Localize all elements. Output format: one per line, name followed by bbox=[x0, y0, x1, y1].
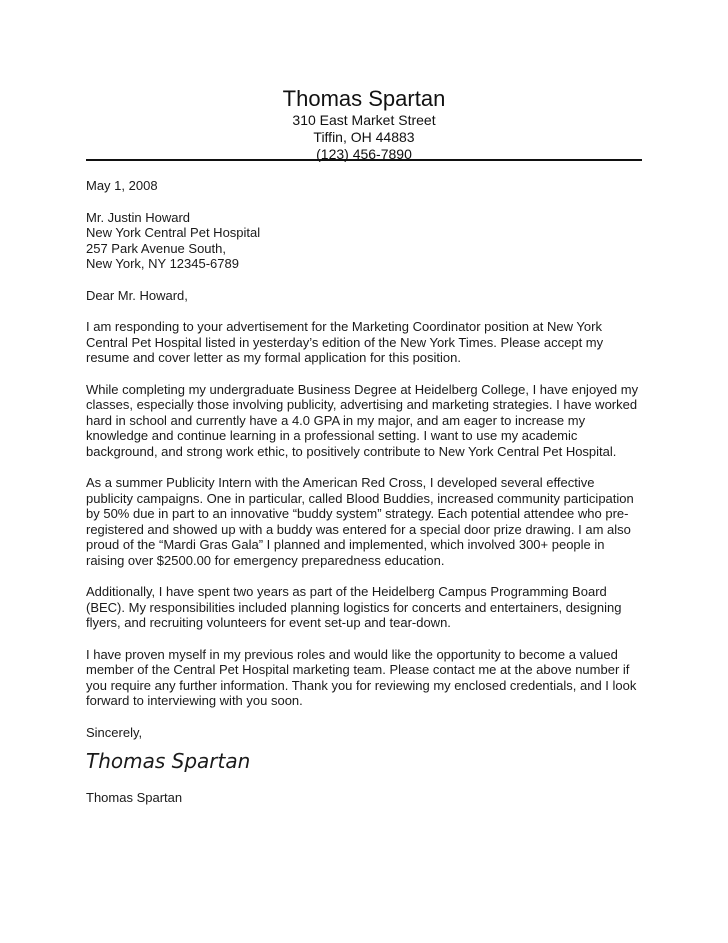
signature: Thomas Spartan bbox=[86, 749, 251, 773]
paragraph-line: As a summer Publicity Intern with the American Red Cross, I developed several effective bbox=[86, 475, 595, 490]
sender-city: Tiffin, OH 44883 bbox=[313, 129, 415, 145]
salutation: Dear Mr. Howard, bbox=[86, 287, 188, 303]
paragraph-line: (BEC). My responsibilities included planning logistics for concerts and entertainers, designing bbox=[86, 599, 622, 615]
paragraph-education bbox=[86, 382, 646, 460]
paragraph-line: I have proven myself in my previous roles and would like the opportunity to become a valued bbox=[86, 646, 618, 662]
paragraph-line: classes, especially those involving publicity, advertising and marketing strategies. I have worked bbox=[86, 397, 638, 412]
letterhead bbox=[0, 86, 728, 163]
paragraph-line: I am responding to your advertisement for the Marketing Coordinator position at New York bbox=[86, 319, 602, 334]
paragraph-line: forward to interviewing with you soon. bbox=[86, 693, 303, 708]
paragraph-activities bbox=[86, 584, 646, 631]
recipient-line: Mr. Justin Howard bbox=[86, 209, 191, 225]
paragraph-line: by 50% due in part to an innovative “buddy system” strategy. Each potential attendee who pre- bbox=[86, 506, 629, 521]
letter-date: May 1, 2008 bbox=[86, 178, 158, 193]
paragraph-line: registered and showed up with a buddy was entered for a special door prize drawing. I am also bbox=[86, 521, 631, 537]
sender-street: 310 East Market Street bbox=[292, 112, 436, 128]
recipient-line: 257 Park Avenue South, bbox=[86, 240, 226, 256]
paragraph-line: knowledge and continue learning in a professional setting. I want to use my academic bbox=[86, 428, 578, 443]
paragraph-line: raising over $2500.00 for emergency preparedness education. bbox=[86, 552, 445, 568]
letter-body bbox=[86, 178, 646, 806]
paragraph-line: resume and cover letter as my formal application for this position. bbox=[86, 350, 462, 365]
paragraph-line: you require any further information. Thank you for reviewing my enclosed credentials, and I look bbox=[86, 677, 637, 693]
paragraph-line: background, and strong work ethic, to positively contribute to New York Central Pet Hospital. bbox=[86, 443, 617, 459]
letterhead-divider bbox=[86, 159, 642, 161]
paragraph-line: proud of the “Mardi Gras Gala” I planned and implemented, which involved 300+ people in bbox=[86, 537, 605, 552]
paragraph-line: member of the Central Pet Hospital marketing team. Please contact me at the above number if bbox=[86, 662, 630, 677]
paragraph-line: While completing my undergraduate Business Degree at Heidelberg College, I have enjoyed my bbox=[86, 381, 639, 397]
paragraph-line: publicity campaigns. One in particular, called Blood Buddies, increased community participation bbox=[86, 490, 634, 506]
sender-phone: (123) 456-7890 bbox=[316, 146, 412, 162]
paragraph-line: flyers, and recruiting volunteers for event set-up and tear-down. bbox=[86, 615, 451, 630]
printed-name: Thomas Spartan bbox=[86, 790, 183, 805]
paragraph-line: hard in school and currently have a 4.0 GPA in my major, and am eager to increase my bbox=[86, 412, 586, 428]
paragraph-intro bbox=[86, 319, 646, 366]
closing: Sincerely, bbox=[86, 724, 143, 740]
paragraph-internship bbox=[86, 475, 646, 568]
recipient-address bbox=[86, 210, 646, 272]
paragraph-line: Additionally, I have spent two years as part of the Heidelberg Campus Programming Board bbox=[86, 584, 607, 599]
recipient-line: New York, NY 12345-6789 bbox=[86, 256, 239, 271]
paragraph-line: Central Pet Hospital listed in yesterday’s edition of the New York Times. Please accept my bbox=[86, 334, 604, 350]
paragraph-conclusion bbox=[86, 647, 646, 709]
sender-name: Thomas Spartan bbox=[282, 86, 446, 111]
recipient-line: New York Central Pet Hospital bbox=[86, 225, 261, 240]
